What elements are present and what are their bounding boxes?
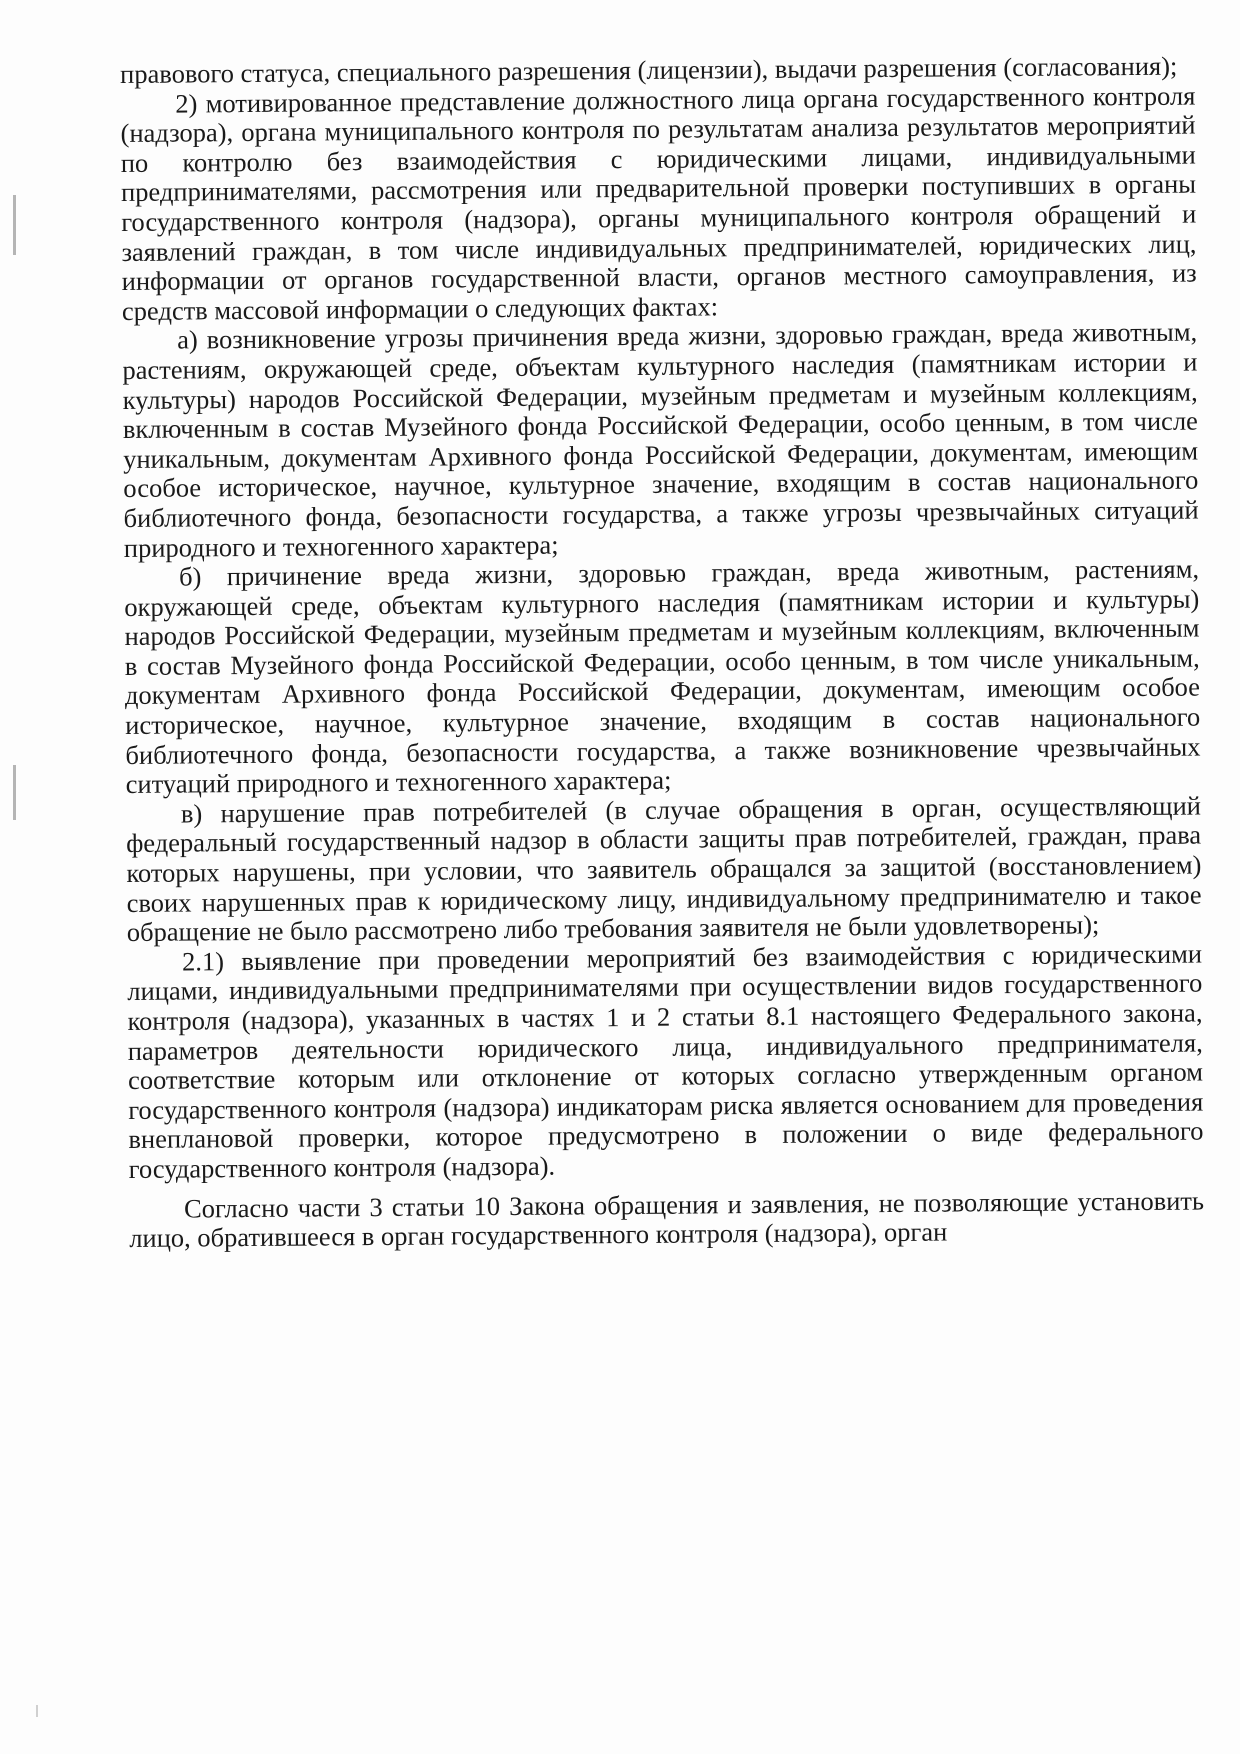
document-body: [120, 52, 1204, 1254]
paragraph-status-continuation: правового статуса, специального разрешения (лицензии), выдачи разрешения (согласования);: [119, 50, 1178, 89]
paragraph-item-2: 2) мотивированное представление должностного лица органа государственного контроля (надзора), органа муниципального контроля по результатам анализа результатов мероприятий по контролю без взаимодействия с юридическими лицами, индивидуальными предпринимателями, рассмотрения или предварительной проверки поступивших в органы государственного контроля (надзора), органы муниципального контроля обращений и заявлений граждан, в том числе индивидуальных предпринимателей, юридических лиц, информации от органов государственной власти, органов местного самоуправления, из средств массовой информации о следующих фактах:: [120, 80, 1197, 326]
paragraph-item-2a: а) возникновение угрозы причинения вреда жизни, здоровью граждан, вреда животным, растениям, окружающей среде, объектам культурного наследия (памятникам истории и культуры) народов Российской Федерации, музейным предметам и музейным коллекциям, включенным в состав Музейного фонда Российской Федерации, особо ценным, в том числе уникальным, документам Архивного фонда Российской Федерации, документам, имеющим особое историческое, научное, культурное значение, входящим в состав национального библиотечного фонда, безопасности государства, а также угрозы чрезвычайных ситуаций природного и техногенного характера;: [122, 316, 1199, 563]
scan-artifact: [36, 1705, 38, 1717]
scan-artifact: [13, 765, 16, 820]
paragraph-item-2v: в) нарушение прав потребителей (в случае обращения в орган, осуществляющий федеральный государственный надзор в области защиты прав потребителей, граждан, права которых нарушены, при условии, что заявитель обращался за защитой (восстановлением) своих нарушенных прав к юридическому лицу, индивидуальному предпринимателю и такое обращение не было рассмотрено либо требования заявителя не были удовлетворены);: [126, 790, 1202, 948]
paragraph-item-2-1: 2.1) выявление при проведении мероприятий без взаимодействия с юридическими лицами, индивидуальными предпринимателями при осуществлении видов государственного контроля (надзора), указанных в частях 1 и 2 статьи 8.1 настоящего Федерального закона, параметров деятельности юридического лица, индивидуального предпринимателя, соответствие которым или отклонение от которых согласно утвержденным органом государственного контроля (надзора) индикаторам риска является основанием для проведения внеплановой проверки, которое предусмотрено в положении о виде федерального государственного контроля (надзора).: [127, 938, 1204, 1184]
paragraph-item-2b: б) причинение вреда жизни, здоровью граждан, вреда животным, растениям, окружающей среде, объектам культурного наследия (памятникам истории и культуры) народов Российской Федерации, музейным предметам и музейным коллекциям, включенным в состав Музейного фонда Российской Федерации, особо ценным, в том числе уникальным, документам Архивного фонда Российской Федерации, документам, имеющим особое историческое, научное, культурное значение, входящим в состав национального библиотечного фонда, безопасности государства, а также возникновение чрезвычайных ситуаций природного и техногенного характера;: [124, 553, 1201, 800]
scan-artifact: [13, 195, 16, 255]
paragraph-article-10: Согласно части 3 статьи 10 Закона обращения и заявления, не позволяющие установить лицо, обратившееся в орган государственного контроля (надзора), орган: [129, 1185, 1205, 1254]
